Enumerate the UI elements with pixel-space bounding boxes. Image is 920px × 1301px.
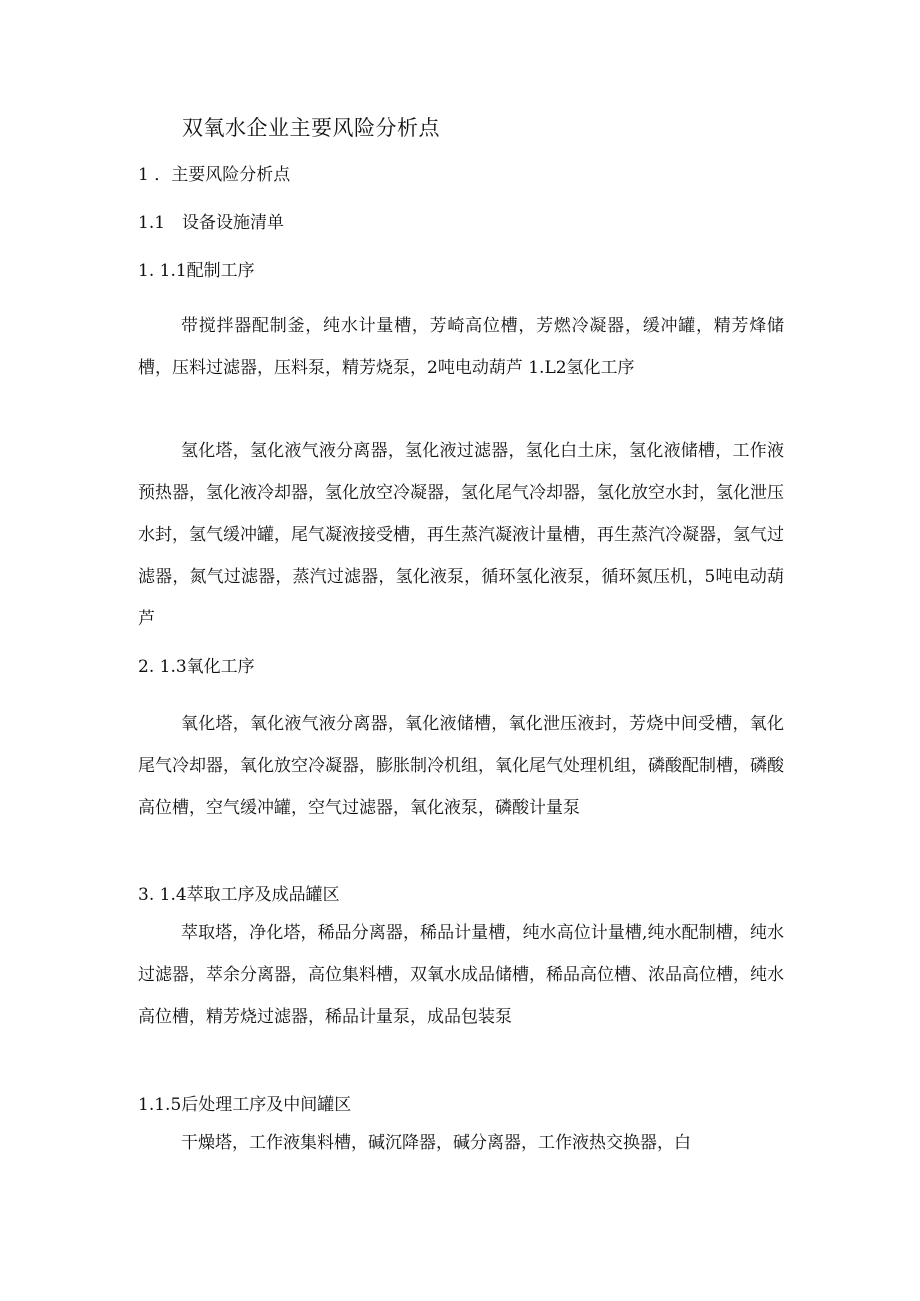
heading-1-1: 1.1 设备设施清单 [138,213,285,233]
heading-1-1-4: 3. 1.4萃取工序及成品罐区 [138,885,340,905]
heading-1-1-1: 1. 1.1配制工序 [138,261,255,281]
paragraph-post-treatment-equipment: 干燥塔，工作液集料槽，碱沉降器，碱分离器，工作液热交换器，白 [181,1133,691,1153]
heading-1-1-5: 1.1.5后处理工序及中间罐区 [138,1095,352,1115]
document-title: 双氧水企业主要风险分析点 [182,116,440,140]
heading-1-1-3: 2. 1.3氧化工序 [138,657,255,677]
paragraph-extraction-equipment: 萃取塔，净化塔，稀品分离器，稀品计量槽，纯水高位计量槽,纯水配制槽，纯水过滤器，萃余分离器，高位集料槽，双氧水成品储槽，稀品高位槽、浓品高位槽，纯水高位槽，精芳烧过滤器，稀品计量泵，成品包装泵 [138,923,784,1027]
paragraph-oxidation-equipment: 氧化塔，氧化液气液分离器，氧化液储槽，氧化泄压液封，芳烧中间受槽，氧化尾气冷却器，氧化放空冷凝器，膨胀制冷机组，氧化尾气处理机组，磷酸配制槽，磷酸高位槽，空气缓冲罐，空气过滤器，氧化液泵，磷酸计量泵 [138,714,784,818]
paragraph-hydrogenation-equipment: 氢化塔，氢化液气液分离器，氢化液过滤器，氢化白土床，氢化液储槽，工作液预热器，氢化液冷却器，氢化放空冷凝器，氢化尾气冷却器，氢化放空水封，氢化泄压水封，氢气缓冲罐，尾气凝液接受槽，再生蒸汽凝液计量槽，再生蒸汽冷凝器，氢气过滤器，氮气过滤器，蒸汽过滤器，氢化液泵，循环氢化液泵，循环氮压机，5吨电动葫芦 [138,441,784,629]
heading-1: 1 ．主要风险分析点 [138,165,291,185]
paragraph-preparation-equipment: 带搅拌器配制釜，纯水计量槽，芳崎高位槽，芳燃冷凝器，缓冲罐，精芳烽储槽，压料过滤器，压料泵，精芳烧泵，2吨电动葫芦 1.L2氢化工序 [138,316,784,378]
